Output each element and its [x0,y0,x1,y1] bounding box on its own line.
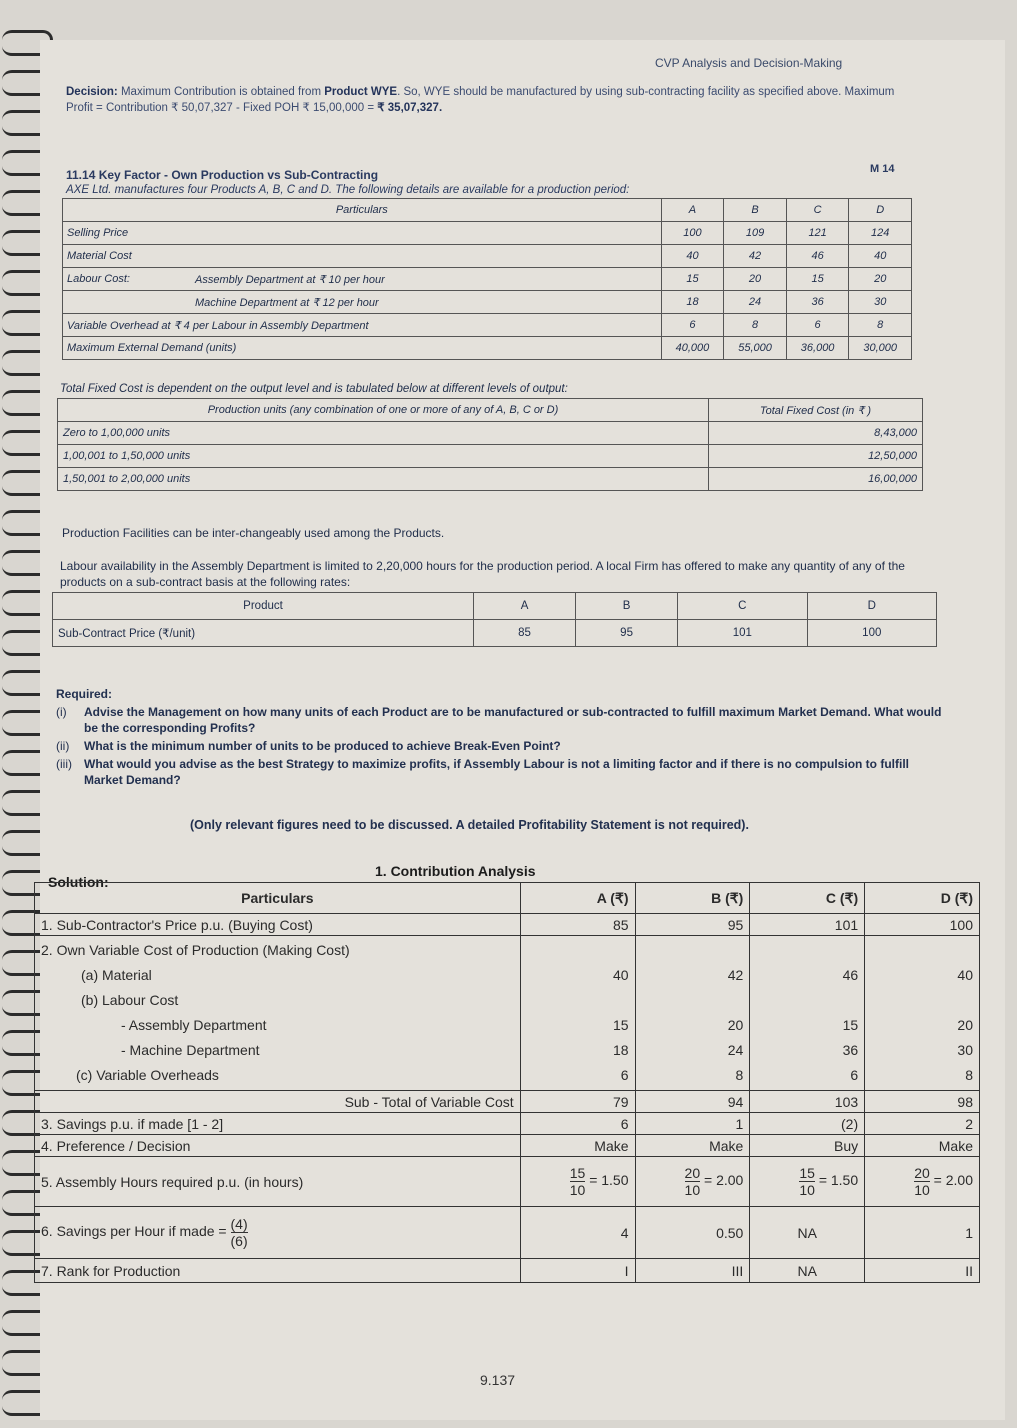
overheads-label: (c) Variable Overheads [76,1067,219,1083]
subcontract-table [52,592,937,647]
variable-cost-heading: 2. Own Variable Cost of Production (Making Cost) [41,942,350,958]
cell: 85 [520,914,635,936]
value-group-c [750,936,865,1091]
cell: 1,50,001 to 2,00,000 units [58,468,709,491]
table-row [35,1157,980,1207]
cell: Make [520,1135,635,1157]
decision-text-1: Maximum Contribution is obtained from [120,86,322,98]
table-row [63,245,912,268]
question-intro: AXE Ltd. manufactures four Products A, B, C and D. The following details are available for a production period: [66,184,630,196]
item-text: Advise the Management on how many units of each Product are to be manufactured or sub-contracted to fulfill maximum Market Demand. What would be the corresponding Profits? [84,705,942,735]
fraction-top: (4) [230,1216,248,1232]
cell: 94 [635,1091,750,1113]
table-row [35,1207,980,1259]
row-label: Sub-Contract Price (₹/unit) [53,620,474,647]
required-item [56,704,946,736]
row-label: Variable Overhead at ₹ 4 per Labour in Assembly Department [63,314,662,337]
cell: 100 [807,620,936,647]
cell: II [865,1259,980,1283]
cell: 8,43,000 [709,422,923,445]
table-row [53,620,937,647]
table-row [35,936,980,1091]
cell: 121 [786,222,849,245]
header-c: C (₹) [750,883,865,914]
header-c: C [678,593,807,620]
labour-label: (b) Labour Cost [81,992,179,1008]
row-label: 7. Rank for Production [35,1259,521,1283]
cell: 46 [786,245,849,268]
header-particulars: Particulars [35,883,521,914]
table-row [35,1135,980,1157]
table-row [63,291,912,314]
cell: 36,000 [786,337,849,360]
contribution-analysis-table [34,882,980,1283]
fixed-cost-intro: Total Fixed Cost is dependent on the output level and is tabulated below at different levels of output: [60,383,568,395]
item-label: (iii) [56,757,72,771]
question-code: M 14 [870,163,895,175]
row-label: Selling Price [63,222,662,245]
cell: 0.50 [635,1207,750,1259]
cell: 15 [842,1017,859,1033]
header-c: C [786,199,849,222]
cell: 100 [865,914,980,936]
cell: 6 [520,1113,635,1135]
cell: 40 [612,967,629,983]
cell: 1,00,001 to 1,50,000 units [58,445,709,468]
cell: 20 [849,268,912,291]
cell: 42 [724,245,787,268]
cell: 8 [735,1067,744,1083]
cell: Buy [750,1135,865,1157]
header-production-units: Production units (any combination of one or more of any of A, B, C or D) [58,399,709,422]
table-row [35,1259,980,1283]
fixed-cost-table [57,398,923,491]
cell: 36 [786,291,849,314]
row-label: Material Cost [63,245,662,268]
header-b: B [576,593,678,620]
table-row [35,914,980,936]
cell: 8 [965,1067,973,1083]
required-note: (Only relevant figures need to be discussed. A detailed Profitability Statement is not required). [190,818,749,832]
row-label: Labour Cost: [63,268,192,291]
fraction-top: 20 [914,1165,930,1181]
decision-label: Decision: [66,86,118,98]
cell: 8 [849,314,912,337]
table-row [63,337,912,360]
cell [520,1157,635,1207]
material-label: (a) Material [81,967,152,983]
header-a: A [474,593,576,620]
row-label [35,1207,521,1259]
cell: 18 [612,1042,629,1058]
cell: 109 [724,222,787,245]
table-header-row [35,883,980,914]
cell: 40 [849,245,912,268]
cell: 36 [842,1042,859,1058]
cell: 24 [727,1042,744,1058]
row-label: Maximum External Demand (units) [63,337,662,360]
cell: III [635,1259,750,1283]
row-label: Sub - Total of Variable Cost [35,1091,521,1113]
fraction-top: 15 [569,1165,586,1181]
cell: (2) [750,1113,865,1135]
solution-label: Solution: [48,874,109,890]
required-section [56,686,946,788]
fraction-top: 15 [799,1165,815,1181]
assembly-label: - Assembly Department [121,1017,267,1033]
cell: 1 [865,1207,980,1259]
fraction [231,1216,248,1249]
cell: 95 [635,914,750,936]
decision-product: Product WYE [324,86,398,98]
row-label: 1. Sub-Contractor's Price p.u. (Buying Cost) [35,914,521,936]
cell: 95 [576,620,678,647]
fraction-bottom: 10 [684,1182,701,1198]
table-row [58,422,923,445]
item-text: What is the minimum number of units to be produced to achieve Break-Even Point? [84,739,561,753]
fraction-result: = 2.00 [704,1172,744,1189]
cell: 6 [786,314,849,337]
cell: 85 [474,620,576,647]
required-item [56,738,946,754]
running-title: CVP Analysis and Decision-Making [655,56,843,70]
cell: 15 [786,268,849,291]
value-group-d [865,936,980,1091]
cell: 20 [727,1017,744,1033]
cell: 124 [849,222,912,245]
fraction [570,1165,586,1198]
value-group-b [635,936,750,1091]
cell: 79 [520,1091,635,1113]
decision-result: ₹ 35,07,327. [377,102,443,114]
header-d: D [807,593,936,620]
cell: 46 [842,967,859,983]
fraction-bottom: 10 [799,1182,815,1198]
table-row [63,222,912,245]
cell: 6 [661,314,724,337]
cell: 40,000 [661,337,724,360]
cell: 15 [612,1017,629,1033]
table-row [63,314,912,337]
cell: 16,00,000 [709,468,923,491]
row-label: 3. Savings p.u. if made [1 - 2] [35,1113,521,1135]
cell: 2 [865,1113,980,1135]
cell: 30 [849,291,912,314]
cell: 40 [957,967,973,983]
header-d: D (₹) [865,883,980,914]
table-header-row [53,593,937,620]
row-label-group [35,936,521,1091]
decision-text-2: . So, WYE should be manufactured by using sub-contracting facility as specified above. Maximum Profit = Contribution ₹ 50,07,327 - Fixed POH ₹ 15,00,000 = [66,86,895,114]
row-label: 4. Preference / Decision [35,1135,521,1157]
cell: Make [635,1135,750,1157]
fraction-result: = 2.00 [933,1172,973,1189]
row-label: 5. Assembly Hours required p.u. (in hours) [35,1157,521,1207]
cell: 8 [724,314,787,337]
header-d: D [849,199,912,222]
machine-label: - Machine Department [121,1042,260,1058]
cell [635,1157,750,1207]
cell: NA [750,1207,865,1259]
cell: NA [750,1259,865,1283]
fraction [685,1165,701,1198]
cell: 101 [750,914,865,936]
cell: 98 [865,1091,980,1113]
cell: Zero to 1,00,000 units [58,422,709,445]
fraction [799,1165,815,1198]
cell: 30 [957,1042,973,1058]
cell [865,1157,980,1207]
header-b: B [724,199,787,222]
cell: 6 [620,1067,629,1083]
product-details-table [62,198,912,360]
cell: I [520,1259,635,1283]
question-title: 11.14 Key Factor - Own Production vs Sub-Contracting [66,168,379,182]
item-text: What would you advise as the best Strategy to maximize profits, if Assembly Labour is not a limiting factor and if there is no compulsion to fulfill Market Demand? [84,757,909,787]
item-label: (i) [56,705,67,719]
header-product: Product [53,593,474,620]
header-total-fixed-cost: Total Fixed Cost (in ₹ ) [709,399,923,422]
cell: 42 [727,967,744,983]
required-item [56,756,946,788]
cell: 40 [661,245,724,268]
fraction-bottom: 10 [914,1182,930,1198]
cell: 101 [678,620,807,647]
table-header-row [58,399,923,422]
cell: 18 [661,291,724,314]
cell: 55,000 [724,337,787,360]
row-label-text: 6. Savings per Hour if made = [41,1223,227,1240]
table-row [58,468,923,491]
header-particulars: Particulars [63,199,662,222]
fraction-bottom: 10 [569,1182,586,1198]
header-a: A [661,199,724,222]
value-group-a [520,936,635,1091]
cell: Make [865,1135,980,1157]
cell: 20 [957,1017,973,1033]
facilities-paragraph: Production Facilities can be inter-changeably used among the Products. [62,526,445,540]
row-sublabel: Assembly Department at ₹ 10 per hour [191,268,661,291]
row-label [63,291,192,314]
fraction [914,1165,930,1198]
cell: 4 [520,1207,635,1259]
cell: 12,50,000 [709,445,923,468]
row-sublabel: Machine Department at ₹ 12 per hour [191,291,661,314]
required-heading: Required: [56,687,113,701]
decision-paragraph [66,84,916,116]
cell: 1 [635,1113,750,1135]
cell: 30,000 [849,337,912,360]
cell: 6 [850,1067,859,1083]
solution-title: 1. Contribution Analysis [375,863,536,879]
cell: 20 [724,268,787,291]
fraction-result: = 1.50 [818,1172,859,1189]
header-a: A (₹) [520,883,635,914]
table-header-row [63,199,912,222]
fraction-result: = 1.50 [589,1172,629,1189]
cell [750,1157,865,1207]
header-b: B (₹) [635,883,750,914]
labour-paragraph: Labour availability in the Assembly Department is limited to 2,20,000 hours for the production period. A local Firm has offered to make any quantity of any of the products on a sub-contract basis at the following rates: [60,559,905,589]
cell: 100 [661,222,724,245]
table-row [63,268,912,291]
fraction-bottom: (6) [230,1233,248,1249]
table-row [35,1091,980,1113]
cell: 15 [661,268,724,291]
table-row [35,1113,980,1135]
table-row [58,445,923,468]
page-number: 9.137 [480,1372,516,1388]
item-label: (ii) [56,739,70,753]
cell: 103 [750,1091,865,1113]
cell: 24 [724,291,787,314]
fraction-top: 20 [684,1165,701,1181]
